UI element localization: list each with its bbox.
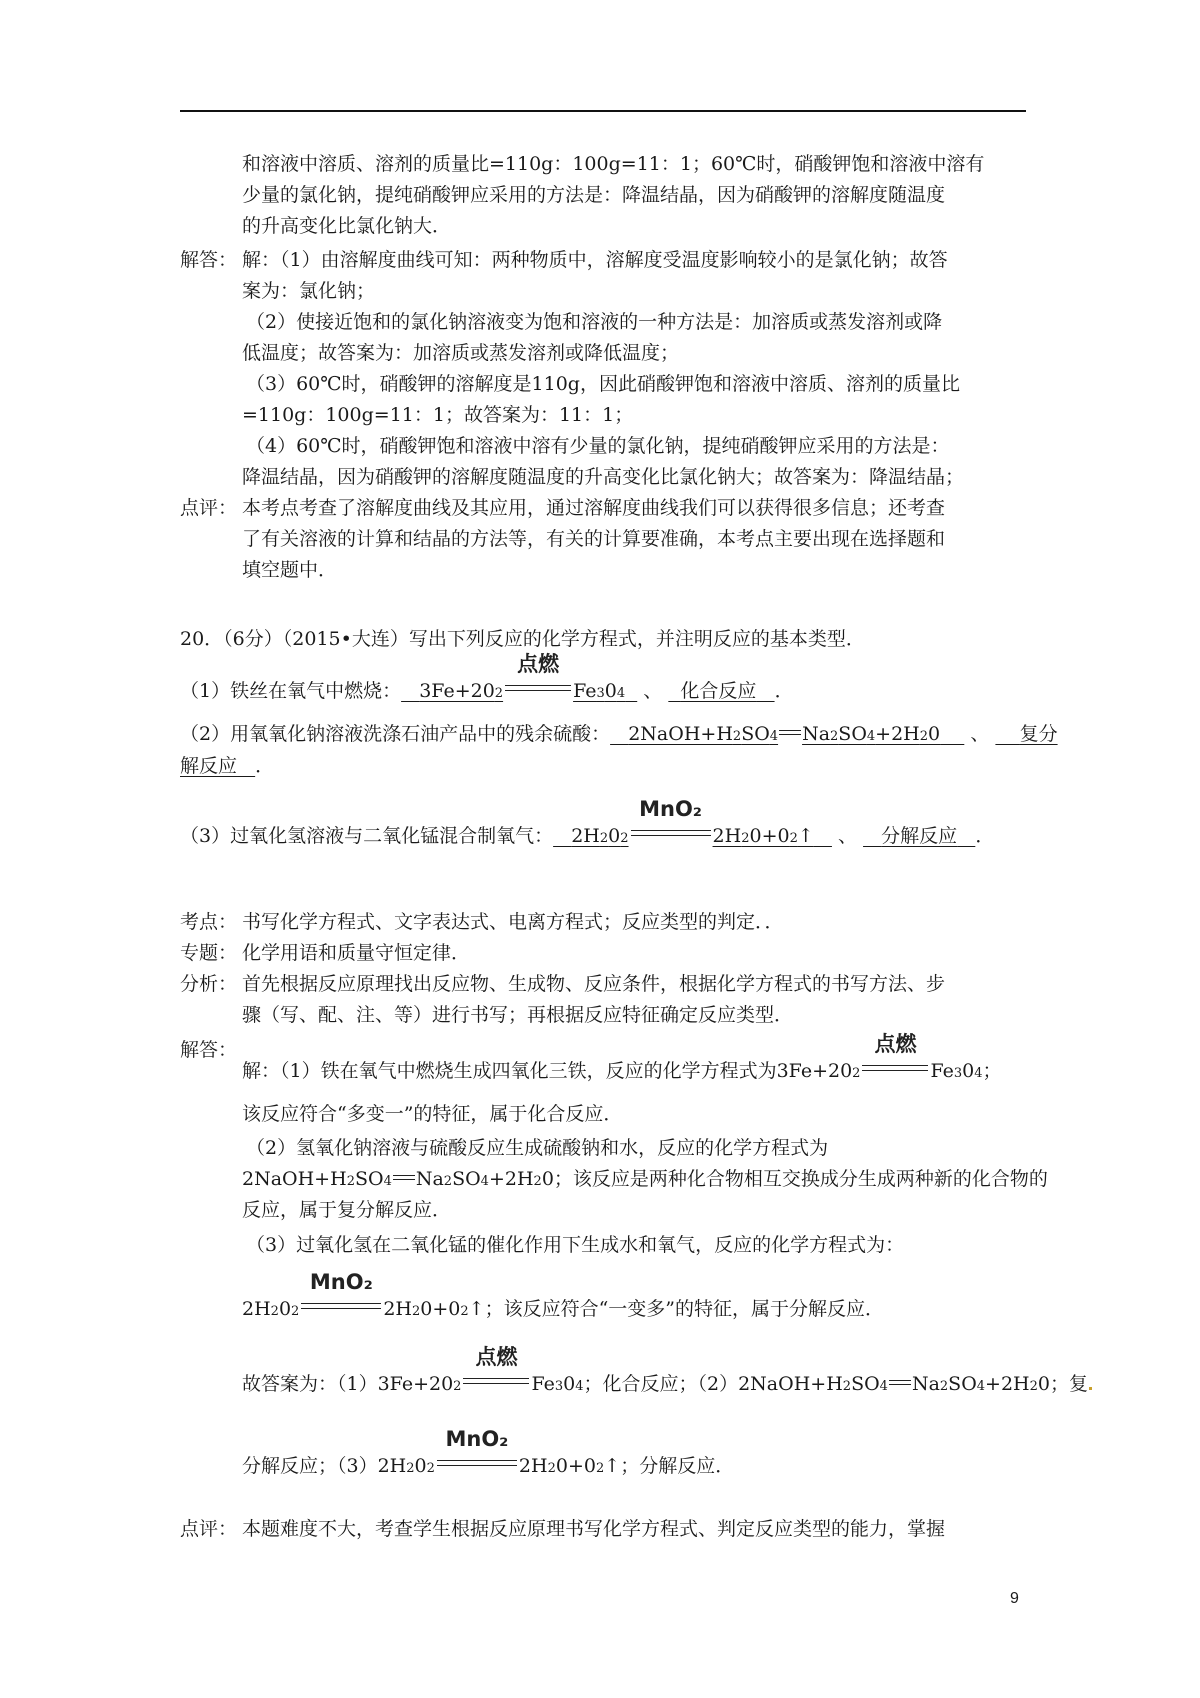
fenxi-line-2: 骤（写、配、注、等）进行书写；再根据反应特征确定反应类型． [242,1004,794,1026]
question-20-part-1: （1）铁丝在氧气中燃烧： 3Fe+202 点燃 Fe304 、 化合反应 ． [180,652,794,702]
solution-2-line-3: 反应，属于复分解反应． [242,1199,452,1221]
question-20-part-3: （3）过氧化氢溶液与二氧化锰混合制氧气： 2H202 MnO₂ 2H20+02↑ 、 分解反应 ． [180,797,995,847]
part-2-label: （2）用氧氧化钠溶液洗涤石油产品中的残余硫酸： [180,723,611,745]
dianping-text: 本题难度不大，考查学生根据反应原理书写化学方程式、判定反应类型的能力，掌握 [242,1518,946,1540]
ignite-condition: 点燃 [503,673,573,697]
ignite-condition: 点燃 [461,1366,531,1390]
solution-2-line-2: 2NaOH+H2SO4 Na2SO4+2H20；该反应是两种化合物相互交换成分生成两种新的化合物的 [242,1168,1048,1190]
fenxi-line-1: 首先根据反应原理找出反应物、生成物、反应条件，根据化学方程式的书写方法、步 [242,973,946,995]
part-1-equation: 3Fe+202 点燃 Fe304 [419,652,626,702]
mno2-condition: MnO₂ [299,1291,383,1315]
review-line-3: 填空题中． [242,559,338,581]
kaodian-label: 考点： [180,911,238,933]
solution-3-line-2: 2H202 MnO₂ 2H20+02↑；该反应符合“一变多”的特征，属于分解反应． [242,1270,885,1320]
part-1-type: 化合反应 [680,680,757,702]
answer-4-line-2: 降温结晶，因为硝酸钾的溶解度随温度的升高变化比氯化钠大；故答案为：降温结晶； [242,466,965,488]
question-20-part-2: （2）用氧氧化钠溶液洗涤石油产品中的残余硫酸： 2NaOH+H2SO4 Na2SO4+2H20 、 复分 [180,723,1058,745]
part-2-type-b: 解反应 [180,755,238,777]
prev-text-line-3: 的升高变化比氯化钠大． [242,215,452,237]
part-1-label: （1）铁丝在氧气中燃烧： [180,680,402,702]
answer-3-line-2: =110g：100g=11：1；故答案为：11：1； [242,404,634,426]
solution-2-line-1: （2）氢氧化钠溶液与硫酸反应生成硫酸钠和水，反应的化学方程式为 [246,1137,829,1159]
answer-4-line-1: （4）60℃时，硝酸钾饱和溶液中溶有少量的氯化钠，提纯硝酸钾应采用的方法是： [246,435,950,457]
fenxi-label: 分析： [180,973,238,995]
solution-1-line-2: 该反应符合“多变一”的特征，属于化合反应． [242,1103,623,1125]
answer-2-line-2: 低温度；故答案为：加溶质或蒸发溶剂或降低温度； [242,342,680,364]
prev-text-line-1: 和溶液中溶质、溶剂的质量比=110g：100g=11：1；60℃时，硝酸钾饱和溶液中溶有 [242,153,985,175]
part-2-equation: 2NaOH+H2SO4 Na2SO4+2H20 [628,723,941,745]
zhuanti-label: 专题： [180,942,238,964]
part-3-label: （3）过氧化氢溶液与二氧化锰混合制氧气： [180,825,554,847]
ignite-condition: 点燃 [860,1053,930,1077]
answer-1-line-1: 解：（1）由溶解度曲线可知：两种物质中，溶解度受温度影响较小的是氯化钠；故答 [242,249,948,271]
solution-1-line-1: 解：（1）铁在氧气中燃烧生成四氧化三铁，反应的化学方程式为3Fe+202 点燃 Fe304； [242,1032,1002,1082]
final-answer-line-2: 分解反应；（3）2H202 MnO₂ 2H20+02↑；分解反应． [242,1427,735,1477]
answer-label: 解答： [180,249,238,271]
page-number: 9 [1010,1590,1019,1607]
review-line-2: 了有关溶液的计算和结晶的方法等，有关的计算要准确，本考点主要出现在选择题和 [242,528,946,550]
header-rule [180,110,1026,112]
review-line-1: 本考点考查了溶解度曲线及其应用，通过溶解度曲线我们可以获得很多信息；还考查 [242,497,946,519]
question-20-part-2-cont: 解反应 ． [180,755,275,777]
prev-text-line-2: 少量的氯化钠，提纯硝酸钾应采用的方法是：降温结晶，因为硝酸钾的溶解度随温度 [242,184,946,206]
answer-3-line-1: （3）60℃时，硝酸钾的溶解度是110g，因此硝酸钾饱和溶液中溶质、溶剂的质量比 [246,373,960,395]
mno2-condition: MnO₂ [435,1448,519,1472]
mno2-condition: MnO₂ [629,818,713,842]
part-3-type: 分解反应 [881,825,958,847]
review-label: 点评： [180,497,238,519]
answer-1-line-2: 案为：氯化钠； [242,280,376,302]
dianping-label: 点评： [180,1518,238,1540]
final-answer-line-1: 故答案为：（1）3Fe+202 点燃 Fe304；化合反应；（2）2NaOH+H2SO4 Na2SO4+2H20；复 [242,1366,1092,1399]
kaodian-text: 书写化学方程式、文字表达式、电离方程式；反应类型的判定．． [242,911,784,933]
part-2-type-a: 复分 [1019,723,1058,745]
jieda-label: 解答： [180,1039,238,1061]
stray-dot [1089,1387,1092,1390]
solution-3-line-1: （3）过氧化氢在二氧化锰的催化作用下生成水和氧气，反应的化学方程式为： [246,1234,905,1256]
answer-2-line-1: （2）使接近饱和的氯化钠溶液变为饱和溶液的一种方法是：加溶质或蒸发溶剂或降 [246,311,943,333]
zhuanti-text: 化学用语和质量守恒定律． [242,942,471,964]
part-3-equation: 2H202 MnO₂ 2H20+02↑ [571,797,814,847]
question-20-title: 20．（6分）（2015•大连）写出下列反应的化学方程式，并注明反应的基本类型． [180,628,865,650]
